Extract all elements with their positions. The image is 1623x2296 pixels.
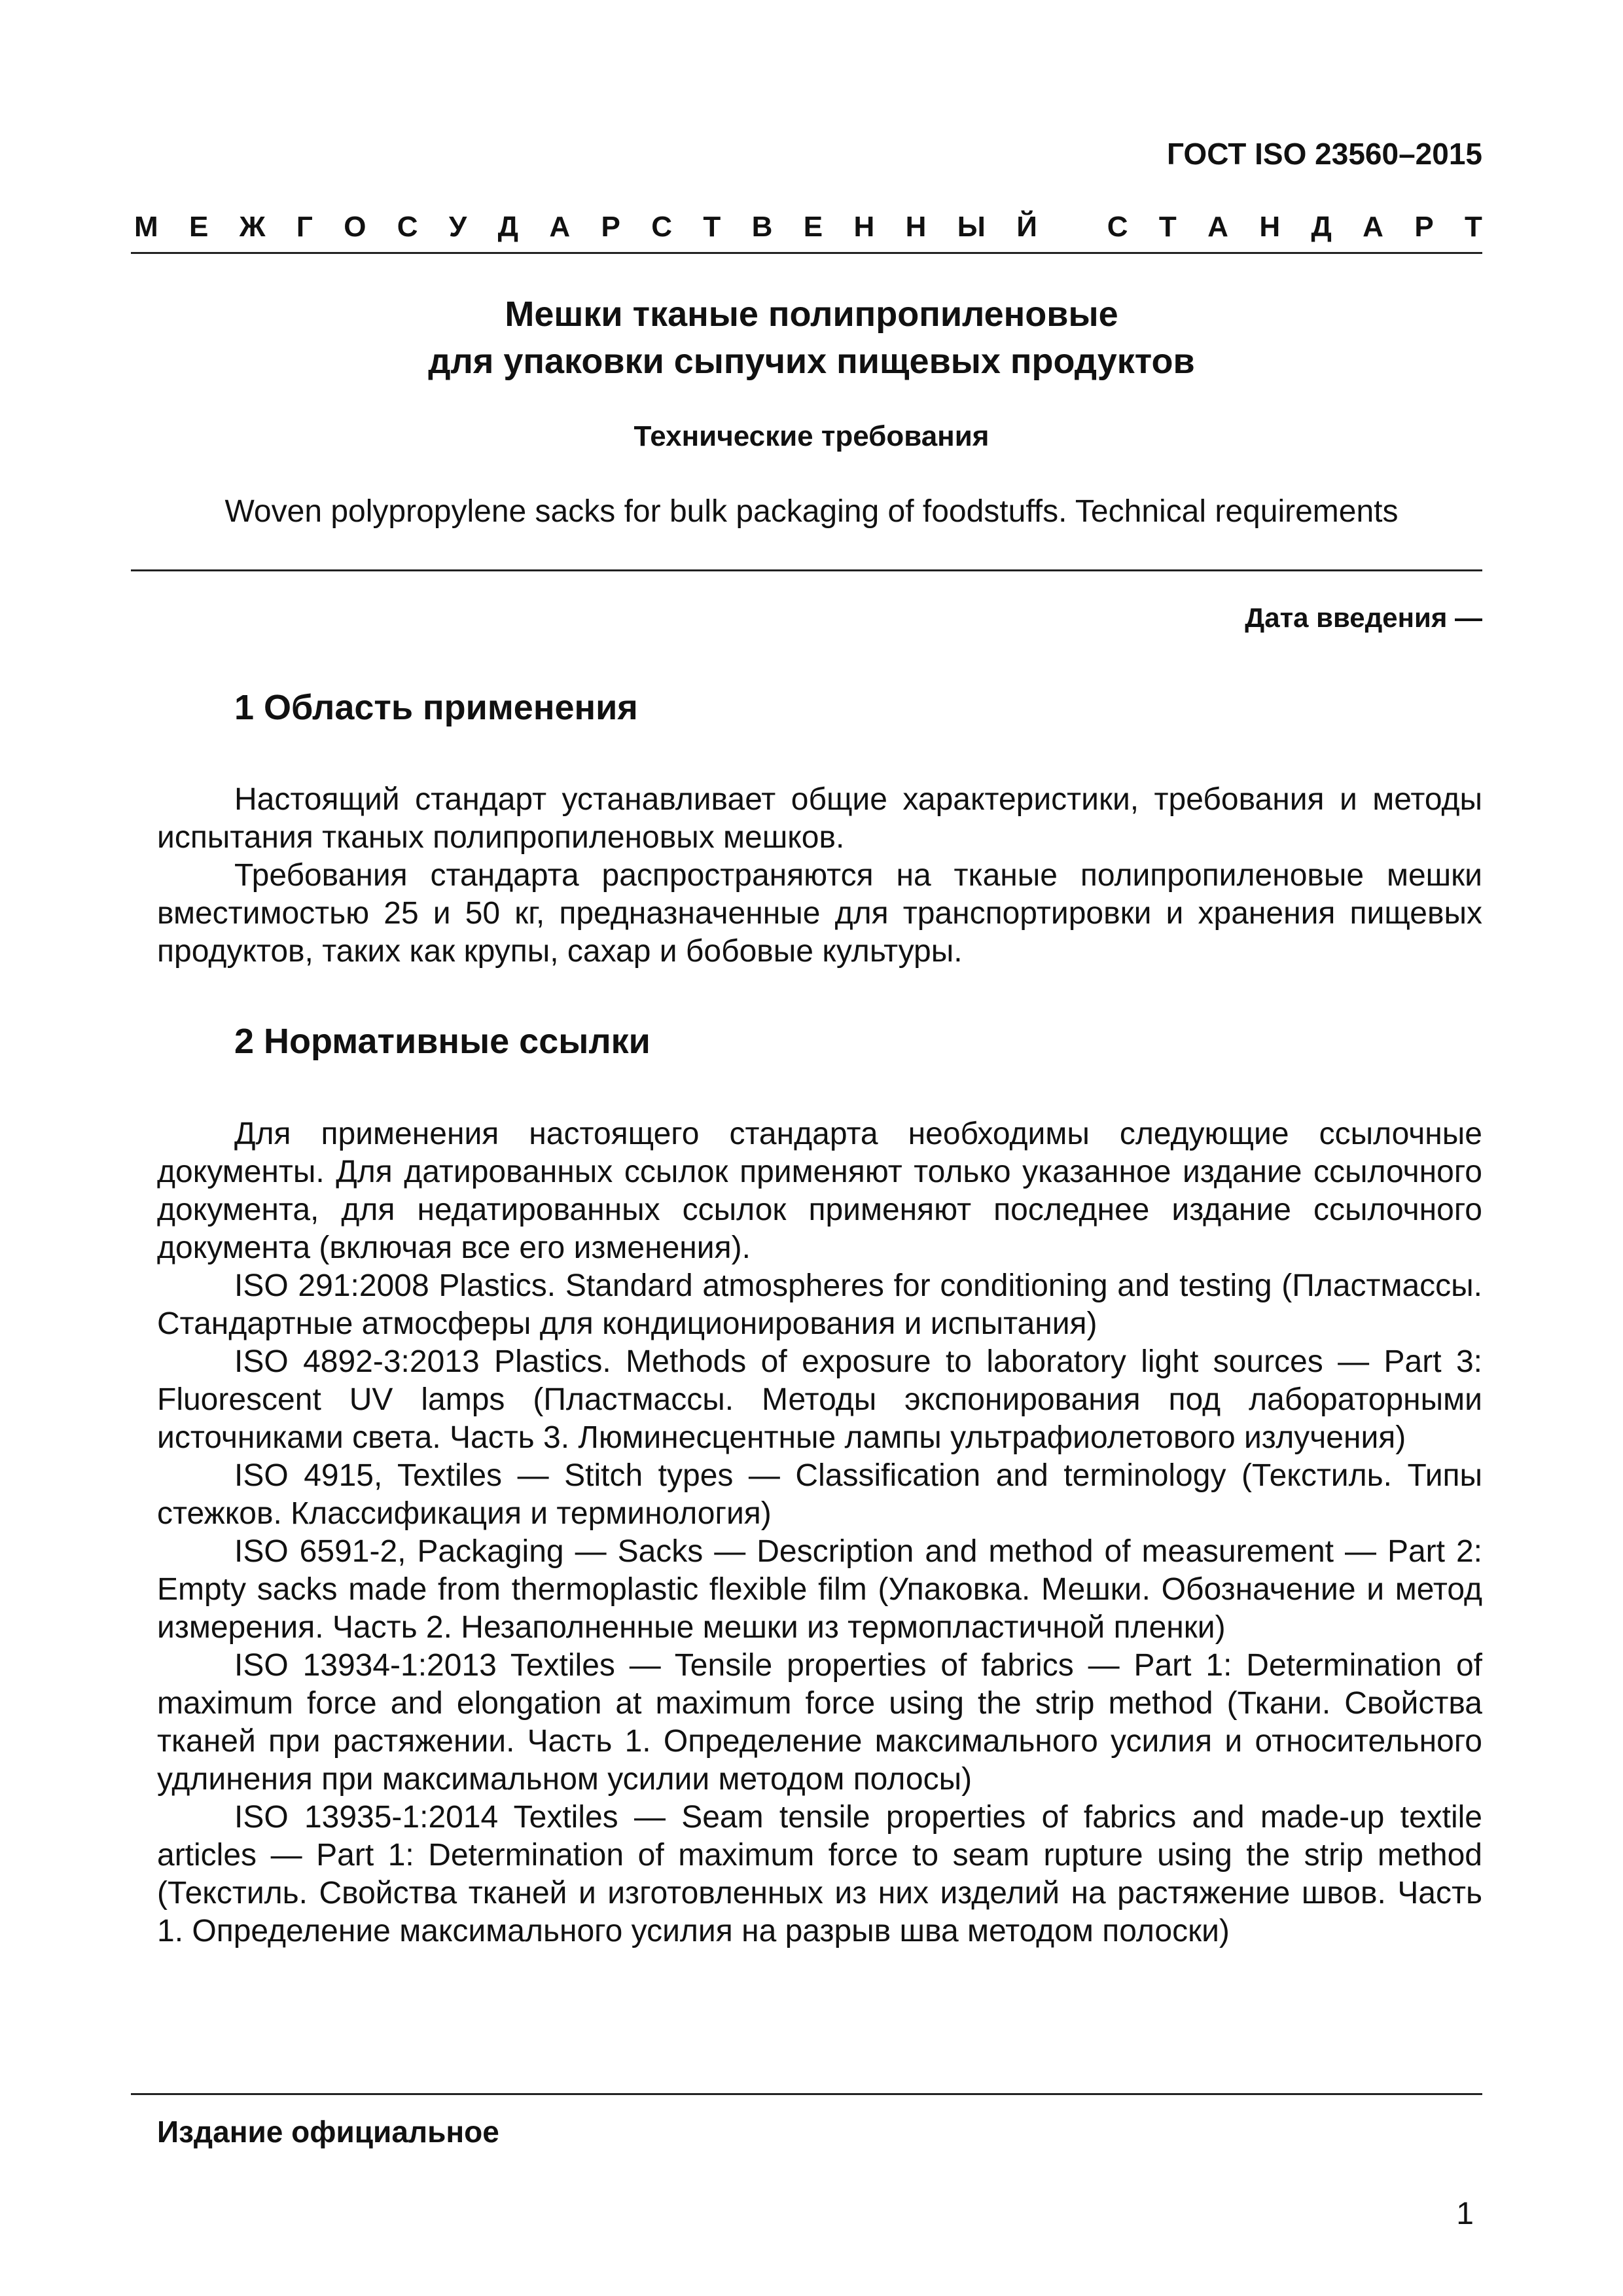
heading-letter: Н — [905, 211, 927, 243]
heading-letter: Р — [601, 211, 620, 243]
heading-letter: О — [344, 211, 366, 243]
heading-letter: Н — [853, 211, 875, 243]
heading-letter: А — [1363, 211, 1383, 243]
standard-type-heading — [134, 211, 1482, 243]
section-heading-scope: 1 Область применения — [234, 688, 638, 727]
heading-letter: Т — [1465, 211, 1482, 243]
reference-item: ISO 291:2008 Plastics. Standard atmospheres for conditioning and testing (Пластмассы. Стандартные атмосферы для кондиционирования и испытания) — [157, 1268, 1482, 1341]
heading-letter: Е — [189, 211, 209, 243]
heading-letter: М — [134, 211, 158, 243]
letter-gap — [1068, 211, 1076, 243]
heading-letter: А — [549, 211, 571, 243]
heading-letter: Й — [1016, 211, 1037, 243]
footer-rule — [131, 2093, 1482, 2095]
heading-letter: В — [751, 211, 773, 243]
title-rule — [131, 569, 1482, 571]
paragraph: Требования стандарта распространяются на тканые полипропиленовые мешки вместимостью 25 и 50 кг, предназначенные для транспортировки и хранения пищевых продуктов, таких как крупы, сахар и бобовые культуры. — [157, 858, 1482, 969]
reference-item: ISO 13935-1:2014 Textiles — Seam tensile properties of fabrics and made-up textile articles — Part 1: Determination of maximum force to seam rupture using the strip method (Текстиль. Свойства тканей и изготовленных из них изделий на растяжение швов. Часть 1. Определение максимального усилия на разрыв шва методом полоски) — [157, 1800, 1482, 1948]
heading-letter: Ж — [239, 211, 266, 243]
title-line-1: Мешки тканые полипропиленовые — [505, 295, 1118, 334]
english-title: Woven polypropylene sacks for bulk packaging of foodstuffs. Technical requirements — [224, 494, 1399, 529]
paragraph: Для применения настоящего стандарта необходимы следующие ссылочные документы. Для датированных ссылок применяют только указанное издание ссылочного документа, для недатированных ссылок применяют последнее издание ссылочного документа (включая все его изменения). — [157, 1117, 1482, 1265]
heading-letter: С — [1107, 211, 1128, 243]
reference-item: ISO 6591-2, Packaging — Sacks — Description and method of measurement — Part 2: Empty sacks made from thermoplastic flexible film (Упаковка. Мешки. Обозначение и метод измерения. Часть 2. Незаполненные мешки из термопластичной пленки) — [157, 1534, 1482, 1645]
subtitle: Технические требования — [633, 420, 990, 452]
official-edition-label: Издание официальное — [157, 2115, 499, 2149]
heading-letter: Д — [497, 211, 519, 243]
heading-letter: С — [397, 211, 418, 243]
title-line-2: для упаковки сыпучих пищевых продуктов — [428, 342, 1195, 381]
paragraph: Настоящий стандарт устанавливает общие характеристики, требования и методы испытания тканых полипропиленовых мешков. — [157, 782, 1482, 855]
document-code: ГОСТ ISO 23560–2015 — [1166, 137, 1482, 171]
heading-letter: Д — [1311, 211, 1332, 243]
heading-letter: С — [651, 211, 673, 243]
heading-letter: Р — [1414, 211, 1434, 243]
reference-item: ISO 4892-3:2013 Plastics. Methods of exposure to laboratory light sources — Part 3: Fluorescent UV lamps (Пластмассы. Методы экспонирования под лабораторными источниками света. Часть 3. Люминесцентные лампы ультрафиолетового излучения) — [157, 1344, 1482, 1455]
heading-letter: А — [1207, 211, 1228, 243]
heading-letter: Т — [1158, 211, 1177, 243]
heading-letter: Е — [803, 211, 823, 243]
section-heading-normative-references: 2 Нормативные ссылки — [234, 1022, 651, 1061]
heading-letter: Ы — [957, 211, 986, 243]
header-rule — [131, 252, 1482, 254]
heading-letter: Н — [1259, 211, 1281, 243]
heading-letter: Г — [296, 211, 313, 243]
reference-item: ISO 13934-1:2013 Textiles — Tensile properties of fabrics — Part 1: Determination of maximum force and elongation at maximum force using the strip method (Ткани. Свойства тканей при растяжении. Часть 1. Определение максимального усилия и относительного удлинения при максимальном усилии методом полосы) — [157, 1648, 1482, 1797]
page-number: 1 — [1456, 2197, 1474, 2231]
introduction-date: Дата введения — — [1245, 602, 1482, 633]
heading-letter: У — [448, 211, 467, 243]
heading-letter: Т — [703, 211, 721, 243]
reference-item: ISO 4915, Textiles — Stitch types — Classification and terminology (Текстиль. Типы стежков. Классификация и терминология) — [157, 1458, 1482, 1531]
